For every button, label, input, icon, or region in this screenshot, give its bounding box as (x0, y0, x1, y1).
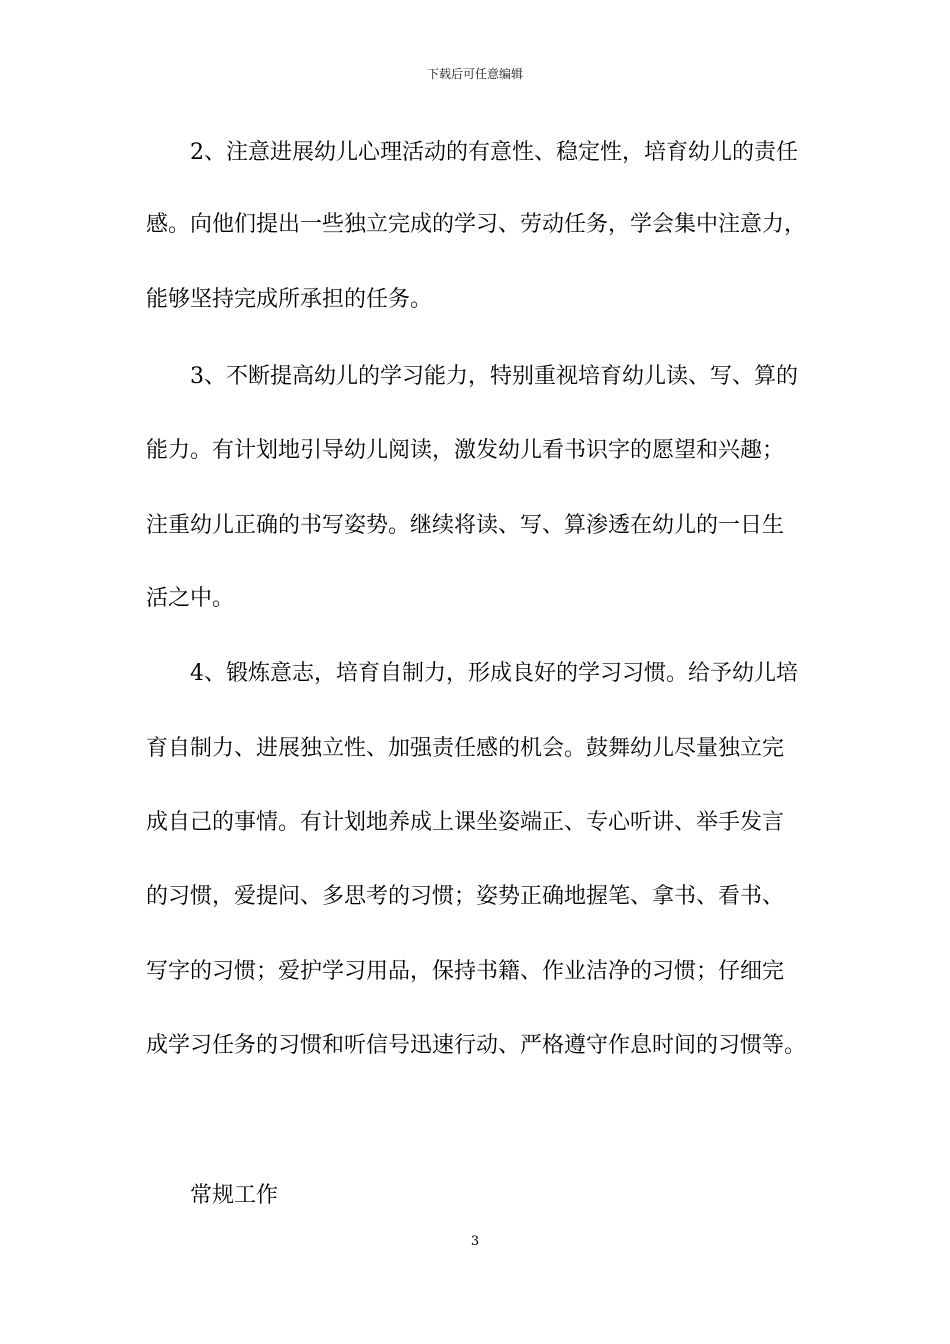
paragraph-4-line-6: 成学习任务的习惯和听信号迅速行动、严格遵守作息时间的习惯等。 (146, 1033, 807, 1058)
paragraph-2-line-1: 2、注意进展幼儿心理活动的有意性、稳定性，培育幼儿的责任 (190, 140, 798, 165)
page-number: 3 (470, 1234, 480, 1249)
paragraph-4-line-4: 的习惯，爱提问、多思考的习惯；姿势正确地握笔、拿书、看书、 (146, 884, 785, 909)
paragraph-4-line-1: 4、锻炼意志，培育自制力，形成良好的学习习惯。给予幼儿培 (190, 661, 798, 686)
paragraph-4-line-3: 成自己的事情。有计划地养成上课坐姿端正、专心听讲、举手发言 (146, 810, 785, 835)
paragraph-3-line-4: 活之中。 (146, 586, 235, 611)
paragraph-2-line-3: 能够坚持完成所承担的任务。 (146, 287, 433, 312)
paragraph-2-line-2: 感。向他们提出一些独立完成的学习、劳动任务，学会集中注意力， (146, 212, 807, 237)
section-heading: 常规工作 (190, 1183, 279, 1208)
paragraph-3-line-2: 能力。有计划地引导幼儿阅读，激发幼儿看书识字的愿望和兴趣； (146, 438, 785, 463)
paragraph-3-line-3: 注重幼儿正确的书写姿势。继续将读、写、算渗透在幼儿的一日生 (146, 513, 785, 538)
page-header: 下载后可任意编辑 (426, 67, 523, 81)
paragraph-3-line-1: 3、不断提高幼儿的学习能力，特别重视培育幼儿读、写、算的 (190, 364, 798, 389)
paragraph-4-line-5: 写字的习惯；爱护学习用品，保持书籍、作业洁净的习惯；仔细完 (146, 959, 785, 984)
paragraph-4-line-2: 育自制力、进展独立性、加强责任感的机会。鼓舞幼儿尽量独立完 (146, 736, 785, 761)
